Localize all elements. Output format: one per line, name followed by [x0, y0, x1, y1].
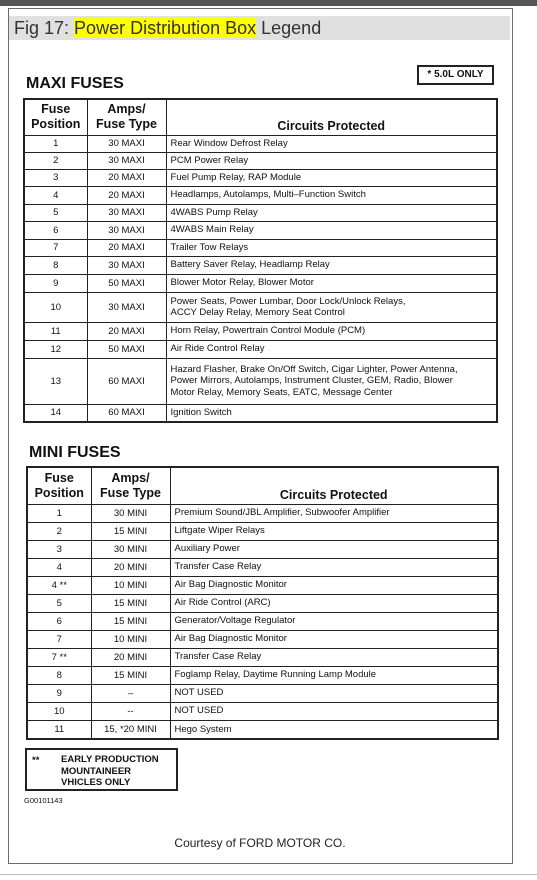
- amps-fuse-type-cell: 30 MAXI: [87, 256, 166, 274]
- amps-fuse-type-cell: 30 MINI: [91, 504, 170, 522]
- fuse-position-cell: 4 **: [27, 576, 91, 594]
- amps-fuse-type-cell: 60 MAXI: [87, 358, 166, 404]
- document-id: G00101143: [24, 796, 63, 805]
- circuits-protected-cell: 4WABS Main Relay: [166, 221, 497, 239]
- amps-fuse-type-cell: 50 MAXI: [87, 274, 166, 292]
- mini-header-row: [27, 467, 498, 504]
- fuse-position-cell: 14: [24, 404, 87, 422]
- fuse-position-cell: 2: [24, 152, 87, 169]
- amps-fuse-type-cell: 30 MAXI: [87, 152, 166, 169]
- circuits-protected-cell: Transfer Case Relay: [170, 558, 498, 576]
- fuse-position-cell: 2: [27, 522, 91, 540]
- circuits-protected-cell: Hego System: [170, 720, 498, 739]
- table-row: [24, 152, 497, 169]
- fuse-position-cell: 8: [27, 666, 91, 684]
- maxi-fuses-table: [23, 98, 498, 423]
- circuits-protected-cell: Air Ride Control Relay: [166, 340, 497, 358]
- top-border: [0, 0, 537, 6]
- table-row: [24, 239, 497, 256]
- fuse-position-cell: 5: [24, 204, 87, 221]
- amps-fuse-type-cell: --: [91, 702, 170, 720]
- fuse-position-cell: 1: [24, 135, 87, 152]
- figure-title-prefix: Fig 17:: [14, 18, 70, 38]
- amps-fuse-type-cell: 10 MINI: [91, 576, 170, 594]
- table-row: [27, 504, 498, 522]
- circuits-protected-cell: 4WABS Pump Relay: [166, 204, 497, 221]
- fuse-position-cell: 10: [27, 702, 91, 720]
- table-row: [27, 720, 498, 739]
- amps-fuse-type-cell: 30 MAXI: [87, 292, 166, 322]
- table-row: [24, 186, 497, 204]
- table-row: [24, 340, 497, 358]
- circuits-protected-cell: Foglamp Relay, Daytime Running Lamp Module: [170, 666, 498, 684]
- mini-fuses-title: MINI FUSES: [29, 444, 121, 461]
- circuits-protected-cell: PCM Power Relay: [166, 152, 497, 169]
- circuits-protected-cell: Air Bag Diagnostic Monitor: [170, 630, 498, 648]
- table-row: [24, 204, 497, 221]
- table-row: [27, 522, 498, 540]
- fuse-position-cell: 4: [27, 558, 91, 576]
- circuits-protected-cell: Air Bag Diagnostic Monitor: [170, 576, 498, 594]
- amps-fuse-type-cell: –: [91, 684, 170, 702]
- circuits-protected-cell: Fuel Pump Relay, RAP Module: [166, 169, 497, 186]
- amps-fuse-type-cell: 30 MAXI: [87, 221, 166, 239]
- table-row: [24, 221, 497, 239]
- amps-fuse-type-cell: 15 MINI: [91, 612, 170, 630]
- table-row: [24, 358, 497, 404]
- fuse-position-cell: 9: [24, 274, 87, 292]
- table-row: [27, 702, 498, 720]
- amps-fuse-type-cell: 60 MAXI: [87, 404, 166, 422]
- table-row: [27, 630, 498, 648]
- amps-fuse-type-cell: 10 MINI: [91, 630, 170, 648]
- circuits-protected-cell: Ignition Switch: [166, 404, 497, 422]
- table-row: [27, 558, 498, 576]
- figure-title-highlight: Power Distribution Box: [74, 18, 257, 38]
- table-row: [27, 540, 498, 558]
- table-row: [27, 612, 498, 630]
- circuits-protected-cell: Horn Relay, Powertrain Control Module (PCM): [166, 322, 497, 340]
- amps-fuse-type-cell: 20 MINI: [91, 648, 170, 666]
- table-row: [24, 322, 497, 340]
- amps-fuse-type-cell: 20 MAXI: [87, 322, 166, 340]
- amps-fuse-type-cell: 15 MINI: [91, 666, 170, 684]
- courtesy-credit: Courtesy of FORD MOTOR CO.: [174, 836, 346, 850]
- amps-fuse-type-cell: 15 MINI: [91, 594, 170, 612]
- circuits-protected-header: Circuits Protected: [166, 99, 497, 135]
- amps-fuse-type-cell: 20 MAXI: [87, 169, 166, 186]
- fuse-position-cell: 7: [24, 239, 87, 256]
- fuse-position-cell: 7: [27, 630, 91, 648]
- fuse-position-cell: 12: [24, 340, 87, 358]
- fuse-position-cell: 7 **: [27, 648, 91, 666]
- circuits-protected-cell: NOT USED: [170, 702, 498, 720]
- amps-fuse-type-cell: 15, *20 MINI: [91, 720, 170, 739]
- table-row: [24, 292, 497, 322]
- circuits-protected-cell: Air Ride Control (ARC): [170, 594, 498, 612]
- fuse-position-cell: 3: [27, 540, 91, 558]
- table-row: [24, 404, 497, 422]
- fuse-position-cell: 6: [27, 612, 91, 630]
- fuse-position-cell: 11: [27, 720, 91, 739]
- amps-fuse-type-cell: 50 MAXI: [87, 340, 166, 358]
- circuits-protected-cell: Power Seats, Power Lumbar, Door Lock/Unlock Relays, ACCY Delay Relay, Memory Seat Control: [166, 292, 497, 322]
- table-row: [24, 256, 497, 274]
- mini-fuses-table: [26, 466, 499, 740]
- table-row: [24, 169, 497, 186]
- circuits-protected-cell: Headlamps, Autolamps, Multi–Function Switch: [166, 186, 497, 204]
- fuse-position-cell: 4: [24, 186, 87, 204]
- circuits-protected-cell: NOT USED: [170, 684, 498, 702]
- table-row: [24, 135, 497, 152]
- amps-fuse-type-cell: 20 MAXI: [87, 186, 166, 204]
- amps-fuse-type-cell: 30 MAXI: [87, 135, 166, 152]
- table-row: [27, 648, 498, 666]
- amps-fuse-type-cell: 15 MINI: [91, 522, 170, 540]
- early-production-legend: [25, 748, 178, 791]
- maxi-header-row: [24, 99, 497, 135]
- fuse-position-header: Fuse Position: [27, 467, 91, 504]
- amps-fuse-type-cell: 30 MAXI: [87, 204, 166, 221]
- table-row: [27, 684, 498, 702]
- circuits-protected-header: Circuits Protected: [170, 467, 498, 504]
- fuse-position-cell: 3: [24, 169, 87, 186]
- circuits-protected-cell: Auxiliary Power: [170, 540, 498, 558]
- circuits-protected-cell: Transfer Case Relay: [170, 648, 498, 666]
- table-row: [27, 666, 498, 684]
- legend-text: EARLY PRODUCTION MOUNTAINEER VHICLES ONLY: [61, 754, 159, 788]
- fuse-position-cell: 10: [24, 292, 87, 322]
- circuits-protected-cell: Battery Saver Relay, Headlamp Relay: [166, 256, 497, 274]
- table-row: [27, 576, 498, 594]
- amps-fuse-type-cell: 20 MAXI: [87, 239, 166, 256]
- engine-note-badge: * 5.0L ONLY: [417, 65, 494, 85]
- circuits-protected-cell: Trailer Tow Relays: [166, 239, 497, 256]
- circuits-protected-cell: Premium Sound/JBL Amplifier, Subwoofer Amplifier: [170, 504, 498, 522]
- circuits-protected-cell: Generator/Voltage Regulator: [170, 612, 498, 630]
- table-row: [27, 594, 498, 612]
- fuse-position-cell: 13: [24, 358, 87, 404]
- bottom-divider: [0, 874, 537, 875]
- amps-fuse-type-cell: 20 MINI: [91, 558, 170, 576]
- fuse-position-cell: 1: [27, 504, 91, 522]
- circuits-protected-cell: Hazard Flasher, Brake On/Off Switch, Cigar Lighter, Power Antenna, Power Mirrors, Autolamps, Instrument Cluster, GEM, Radio, Blower Motor Relay, Memory Seats, EATC, Message Center: [166, 358, 497, 404]
- fuse-position-cell: 5: [27, 594, 91, 612]
- figure-title-suffix: Legend: [261, 18, 322, 38]
- circuits-protected-cell: Liftgate Wiper Relays: [170, 522, 498, 540]
- fuse-position-header: Fuse Position: [24, 99, 87, 135]
- circuits-protected-cell: Rear Window Defrost Relay: [166, 135, 497, 152]
- figure-title: [14, 18, 321, 38]
- fuse-position-cell: 9: [27, 684, 91, 702]
- legend-mark: **: [32, 755, 40, 766]
- maxi-fuses-title: MAXI FUSES: [26, 75, 124, 92]
- fuse-position-cell: 6: [24, 221, 87, 239]
- fuse-position-cell: 8: [24, 256, 87, 274]
- amps-fuse-type-cell: 30 MINI: [91, 540, 170, 558]
- circuits-protected-cell: Blower Motor Relay, Blower Motor: [166, 274, 497, 292]
- table-row: [24, 274, 497, 292]
- amps-fuse-type-header: Amps/ Fuse Type: [91, 467, 170, 504]
- fuse-position-cell: 11: [24, 322, 87, 340]
- amps-fuse-type-header: Amps/ Fuse Type: [87, 99, 166, 135]
